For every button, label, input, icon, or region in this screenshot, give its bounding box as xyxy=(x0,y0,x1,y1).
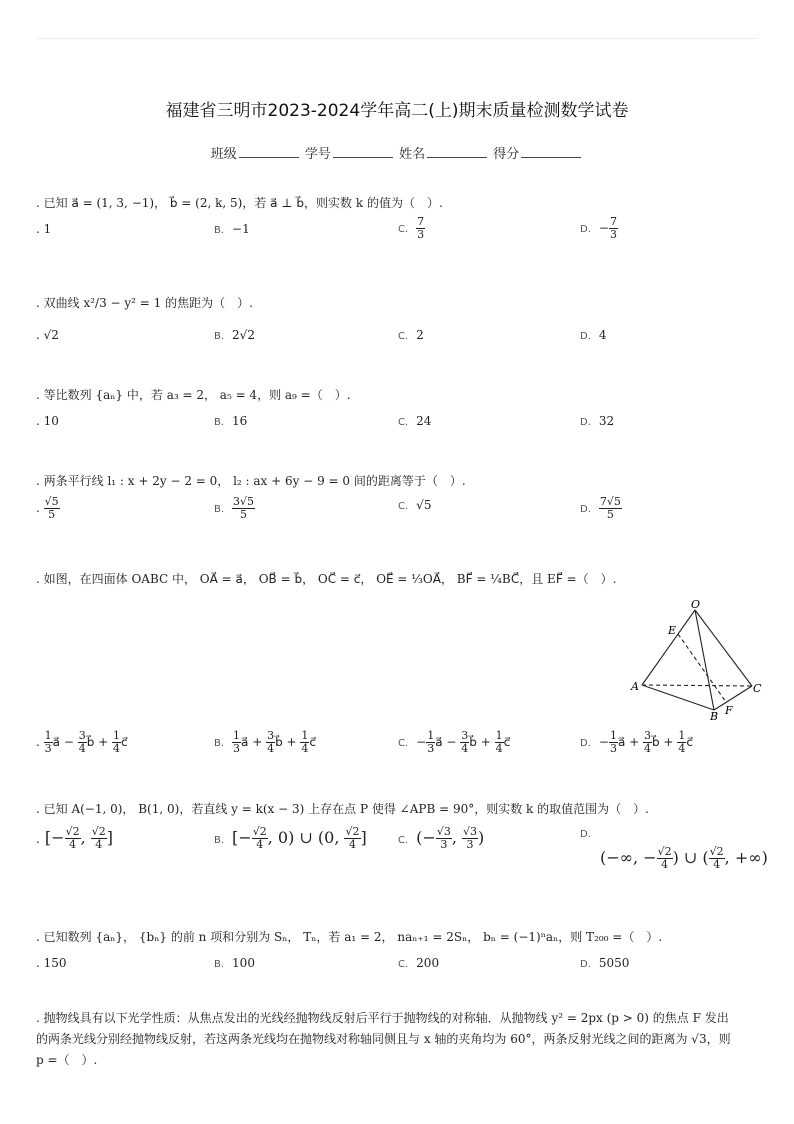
id-label: 学号 xyxy=(304,147,331,162)
option-letter: C. xyxy=(398,738,409,749)
option-value: 32 xyxy=(598,414,615,428)
option-letter: C. xyxy=(398,331,409,342)
fraction: $\frac{7}{3}$ xyxy=(417,215,425,241)
class-label: 班级 xyxy=(210,147,237,162)
option-value: 2√2 xyxy=(232,328,255,342)
edge-OC xyxy=(695,610,752,686)
name-label: 姓名 xyxy=(399,147,426,162)
option-letter: B. xyxy=(214,331,225,342)
student-info-line xyxy=(0,143,794,162)
label-F: F xyxy=(725,704,733,717)
q8-line-2: 的两条光线分别经抛物线反射，若这两条光线均在抛物线对称轴同侧且与 x 轴的夹角均为 60°，两条反射光线之间的距离为 √3，则 xyxy=(36,1032,731,1046)
option-letter: D. xyxy=(580,331,591,342)
q3-option-b[interactable] xyxy=(214,414,247,428)
question-3-stem: . 等比数列 {aₙ} 中，若 a₃ = 2， a₅ = 4，则 a₉ =（ ）. xyxy=(36,388,351,402)
q8-line-3: p =（ ）. xyxy=(36,1053,98,1067)
q1-option-c[interactable] xyxy=(398,216,425,241)
q6-option-a[interactable]: . [− $\frac{√2}{4}$ , $\frac{√2}{4}$ ] xyxy=(36,825,114,851)
question-1-stem: . 已知 a⃗ = (1, 3, −1)， b⃗ = (2, k, 5)，若 a⃗ ⊥ b⃗，则实数 k 的值为（ ）. xyxy=(36,196,443,210)
option-letter: B. xyxy=(214,417,225,428)
label-B: B xyxy=(710,710,719,723)
q3-option-c[interactable] xyxy=(398,414,431,428)
question-2-stem: . 双曲线 x²/3 − y² = 1 的焦距为（ ）. xyxy=(36,296,253,310)
option-value: 4 xyxy=(598,328,607,342)
page-title: 福建省三明市2023-2024学年高二(上)期末质量检测数学试卷 xyxy=(165,101,629,121)
question-8-stem xyxy=(36,1008,758,1071)
q3-option-a[interactable]: . 10 xyxy=(36,414,59,428)
option-letter: B. xyxy=(214,738,225,749)
q7-option-c[interactable] xyxy=(398,956,439,970)
q7-option-d[interactable] xyxy=(580,956,629,970)
tetrahedron-figure xyxy=(628,598,762,723)
label-C: C xyxy=(753,682,762,695)
q6-option-c[interactable]: C. (− $\frac{√3}{3}$ , $\frac{√3}{3}$ ) xyxy=(398,825,485,851)
option-letter: C. xyxy=(398,835,409,846)
option-letter: D. xyxy=(580,224,591,235)
q4-option-d[interactable] xyxy=(580,496,622,521)
q4-option-c[interactable] xyxy=(398,498,431,512)
q2-option-b[interactable] xyxy=(214,328,255,342)
option-value: √5 xyxy=(416,498,432,512)
q6-option-b[interactable]: B. [− $\frac{√2}{4}$ , 0) ∪ (0, $\frac{√2}{4}$ ] xyxy=(214,825,367,851)
q4-option-a[interactable] xyxy=(36,496,60,521)
q5-option-c[interactable]: C. − $\frac{1}{3}$ a⃗ − $\frac{3}{4}$ b⃗ + $\frac{1}{4}$ c⃗ xyxy=(398,729,511,755)
option-letter: D. xyxy=(580,959,591,970)
option-letter: D. xyxy=(580,738,591,749)
fraction: $\frac{3√5}{5}$ xyxy=(233,495,255,521)
top-rule xyxy=(36,38,758,39)
question-4-stem: . 两条平行线 l₁ : x + 2y − 2 = 0， l₂ : ax + 6y − 9 = 0 间的距离等于（ ）. xyxy=(36,474,466,488)
edge-BC xyxy=(714,686,752,710)
q5-option-b[interactable]: B. $\frac{1}{3}$ a⃗ + $\frac{3}{4}$ b⃗ + $\frac{1}{4}$ c⃗ xyxy=(214,729,317,755)
edge-AB xyxy=(642,685,714,710)
q1-option-a[interactable]: . 1 xyxy=(36,222,52,236)
q5-option-d[interactable]: D. − $\frac{1}{3}$ a⃗ + $\frac{3}{4}$ b⃗ + $\frac{1}{4}$ c⃗ xyxy=(580,729,693,755)
q8-line-1: . 抛物线具有以下光学性质：从焦点发出的光线经抛物线反射后平行于抛物线的对称轴．从抛物线 y² = 2px (p > 0) 的焦点 F 发出 xyxy=(36,1011,729,1025)
question-7-stem: . 已知数列 {aₙ}， {bₙ} 的前 n 项和分别为 Sₙ， Tₙ，若 a₁ = 2， naₙ₊₁ = 2Sₙ， bₙ = (−1)ⁿaₙ，则 T₂₀₀ =（ ）. xyxy=(36,930,663,944)
score-label: 得分 xyxy=(493,147,520,162)
edge-AC xyxy=(642,685,752,686)
question-6-stem: . 已知 A(−1, 0)， B(1, 0)，若直线 y = k(x − 3) 上存在点 P 使得 ∠APB = 90°，则实数 k 的取值范围为（ ）. xyxy=(36,802,649,816)
edge-OB xyxy=(695,610,714,710)
q7-option-b[interactable] xyxy=(214,956,255,970)
option-value: 5050 xyxy=(598,956,630,970)
option-value: 2 xyxy=(416,328,424,342)
q1-option-b[interactable] xyxy=(214,222,250,236)
option-letter: B. xyxy=(214,835,225,846)
option-letter: C. xyxy=(398,417,409,428)
fraction: $\frac{7√5}{5}$ xyxy=(599,495,621,521)
option-value: 200 xyxy=(416,956,440,970)
question-5-stem: . 如图，在四面体 OABC 中， OA⃗ = a⃗， OB⃗ = b⃗， OC⃗ = c⃗， OE⃗ = ⅓OA⃗， BF⃗ = ¼BC⃗，且 EF⃗ =（ ）. xyxy=(36,572,617,586)
q5-option-a[interactable]: . $\frac{1}{3}$ a⃗ − $\frac{3}{4}$ b⃗ + $\frac{1}{4}$ c⃗ xyxy=(36,729,128,755)
option-letter: D. xyxy=(580,504,591,515)
label-O: O xyxy=(691,598,701,611)
option-letter: D. xyxy=(580,829,591,840)
name-blank[interactable] xyxy=(427,146,487,158)
label-A: A xyxy=(631,680,639,693)
option-letter: . xyxy=(36,832,40,846)
fraction: $\frac{√5}{5}$ xyxy=(44,495,59,521)
q2-option-a[interactable]: . √2 xyxy=(36,328,59,342)
fraction: $\frac{7}{3}$ xyxy=(609,215,617,241)
option-letter: B. xyxy=(214,504,225,515)
option-letter: C. xyxy=(398,501,409,512)
option-letter: B. xyxy=(214,225,225,236)
q6-option-d-letter[interactable] xyxy=(580,826,599,840)
option-value: 16 xyxy=(232,414,248,428)
score-blank[interactable] xyxy=(521,146,581,158)
option-letter: C. xyxy=(398,224,409,235)
q7-option-a[interactable]: . 150 xyxy=(36,956,67,970)
option-value: 100 xyxy=(232,956,255,970)
label-E: E xyxy=(668,624,677,637)
option-letter: B. xyxy=(214,959,225,970)
option-letter: . xyxy=(36,501,40,515)
q1-option-d[interactable]: D. − $\frac{7}{3}$ xyxy=(580,215,617,241)
class-blank[interactable] xyxy=(239,146,299,158)
q3-option-d[interactable] xyxy=(580,414,614,428)
option-letter: C. xyxy=(398,959,409,970)
id-blank[interactable] xyxy=(333,146,393,158)
option-value: 24 xyxy=(416,414,432,428)
q2-option-d[interactable] xyxy=(580,328,607,342)
option-letter: . xyxy=(36,735,40,749)
q4-option-b[interactable] xyxy=(214,496,255,521)
option-value: −1 xyxy=(232,222,250,236)
option-letter: D. xyxy=(580,417,591,428)
q6-option-d[interactable]: (−∞, − $\frac{√2}{4}$ ) ∪ ( $\frac{√2}{4}$ , +∞) xyxy=(600,845,768,871)
q2-option-c[interactable] xyxy=(398,328,424,342)
